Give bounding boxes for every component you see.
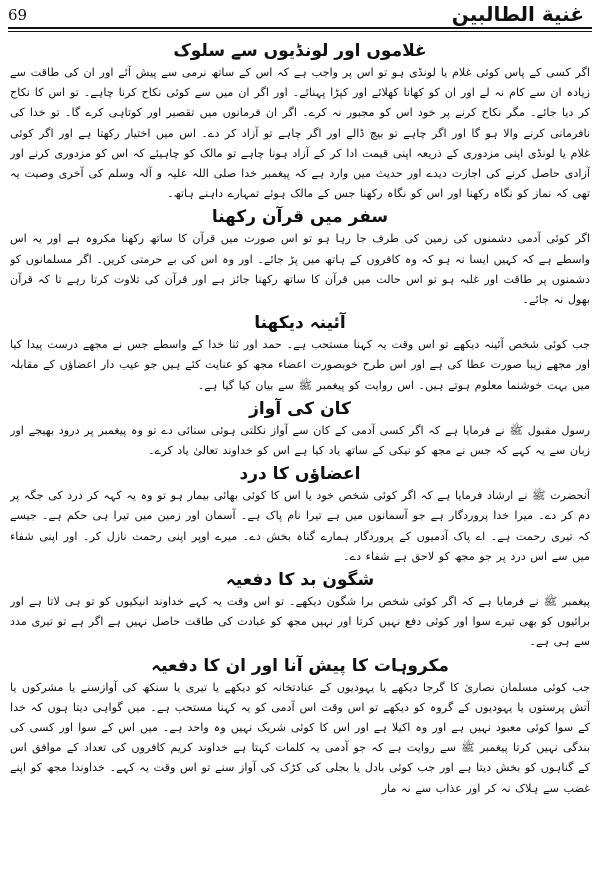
section-disliked-things [10, 655, 590, 799]
section-body: جب کوئی مسلمان نصاریٰ کا گرجا دیکھے یا یہودیوں کے عبادتخانہ کو دیکھے یا تیری یا سنکھ کی آوازسنے یا مشرکوں یا آتش پرستوں یا یہودیوں کے گروہ کو دیکھے تو اس وقت اس آدمی کو یہ کہنا مستحب ہے۔ میں گواہی دیتا ہوں کہ خدا کے سوا کوئی معبود نہیں ہے اور وہ اکیلا ہے اور اس کا کوئی شریک نہیں وہ واحد ہے۔ میں اس کے سوا اور کسی کی بندگی نہیں کرتا پیغمبر ﷺ سے روایت ہے کہ جو آدمی یہ کلمات کہتا ہے خداوند کریم کافروں کی تعداد کے موافق اس کے گناہوں کو بخش دیتا ہے اور جب کوئی بادل یا بجلی کی کڑک کی آواز سنے تو اس وقت یہ کہے۔ خداوندا مجھ کو اپنے غضب سے ہلاک نہ کر اور عذاب سے نہ مار [10, 680, 590, 795]
section-heading: مکروہات کا پیش آنا اور ان کا دفعیہ [151, 655, 449, 676]
section-heading: غلاموں اور لونڈیوں سے سلوک [173, 41, 427, 61]
section-heading: شگون بد کا دفعیہ [225, 570, 375, 591]
section-body: اگر کسی کے پاس کوئی غلام یا لونڈی ہو تو اس پر واجب ہے کہ اس کے ساتھ نرمی سے پیش آئے اور ان کی طاقت سے زیادہ ان سے کام نہ لے اور ان کو کھانا کھلائے اور کپڑا پہنائے۔ اور اگر ان میں سے کوئی نکاح کرنا چاہے۔ تو اس کا نکاح کر دیا جائے۔ مگر نکاح کرنے پر خود اس کو مجبور نہ کرے۔ اگر ان فرمانوں میں تقصیر اور کوتاہی کرے گا۔ تو خدا کی نافرمانی کرنے والا ہو گا اور اگر چاہے تو بیچ ڈالے اور اگر چاہے تو آزاد کر دے۔ اس میں اختیار رکھتا ہے اور اگر کوئی غلام یا لونڈی اپنی مزدوری کے ذریعہ اپنی قیمت ادا کر کے آزاد ہونا چاہے تو مالک کو چاہیئے کہ اس کو مزدوری کرنے اور آزادی حاصل کرنے کی اجازت دیدے اور حدیث میں وارد ہے کہ پیغمبر خدا صلی اللہ علیہ و آلہ وسلم کی آخری وصیت یہ تھی کہ نماز کو نگاہ رکھنا اور اس کو نگاہ رکھنا جس کے مالک ہوئے تمہارے داہنے ہاتھ۔ [10, 66, 590, 201]
section-mirror [10, 312, 590, 396]
section-ear-sound [10, 398, 590, 461]
section-heading: آئینہ دیکھنا [254, 313, 346, 334]
section-heading: اعضاؤں کا درد [239, 464, 361, 485]
section-body: پیغمبر ﷺ نے فرمایا ہے کہ اگر کوئی شخص برا شگون دیکھے۔ تو اس وقت یہ کہے خداوند انیکیوں کو تو ہی لاتا ہے اور برائیوں کو بھی تیرے سوا اور کوئی دفع نہیں کرتا اور نہیں مجھ کو عبادت کی طاقت حاصل نہیں ہے اگر ہے تو تیری مدد سے ہی ہے۔ [10, 595, 590, 649]
header-rule [8, 27, 592, 29]
header-rule-thin [8, 31, 592, 32]
section-quran-travel [10, 206, 590, 310]
book-title: غنية الطالبين [451, 2, 584, 26]
section-bad-omen [10, 569, 590, 653]
section-heading: کان کی آواز [249, 398, 351, 419]
page-header [0, 0, 600, 34]
section-slaves [10, 40, 590, 204]
section-body: آنحضرت ﷺ نے ارشاد فرمایا ہے کہ اگر کوئی شخص خود یا اس کا کوئی بھائی بیمار ہو تو وہ یہ کہہ کر درد کی جگہ پر دم کر دے۔ میرا خدا پروردگار ہے جو آسمانوں میں ہے تیرا نام پاک ہے۔ آسمان اور زمین میں تیرا ہی حکم ہے۔ جیسے کہ تیری رحمت ہے۔ اے پاک آدمیوں کے پروردگار ہمارے گناہ بخش دے۔ میرے اوپر اپنی رحمت نازل کر۔ اور اپنی شفاء میں سے اس درد پر جو مجھ کو لاحق ہے شفاء دے۔ [10, 489, 590, 563]
page-number: 69 [8, 6, 28, 24]
section-body-pain [10, 463, 590, 567]
section-heading: سفر میں قرآن رکھنا [211, 207, 389, 228]
section-body: رسول مقبول ﷺ نے فرمایا ہے کہ اگر کسی آدمی کے کان سے آواز نکلتی ہوئی سنائی دے تو وہ پیغمبر پر درود بھیجے اور زبان سے یہ کہے کہ جس نے مجھ کو نیکی کے ساتھ یاد کیا ہے اس کو خداوند تعالیٰ یاد کرے۔ [10, 423, 590, 458]
section-body: جب کوئی شخص آئینہ دیکھے تو اس وقت یہ کہنا مستحب ہے۔ حمد اور ثنا خدا کے واسطے جس نے مجھے درست پیدا کیا اور مجھے زیبا صورت عطا کی ہے اور اس طرح خوبصورت اعضاء مجھ کو عنایت کئے ہیں جو عیب دار اعضاؤں کے مقابلہ میں بہت خوشنما معلوم ہوتے ہیں۔ اس روایت کو پیغمبر ﷺ سے بیان کیا گیا ہے۔ [10, 338, 590, 392]
page-content [10, 38, 590, 867]
section-body: اگر کوئی آدمی دشمنوں کی زمین کی طرف جا رہا ہو تو اس صورت میں قرآن کا ساتھ رکھنا مکروہ ہے اور یہ اس واسطے ہے کہ کہیں ایسا نہ ہو کہ وہ کافروں کے ہاتھ میں پڑ جائے۔ اور وہ اس کی بے حرمتی کریں۔ اگر مسلمانوں کو دشمنوں پر طاقت اور غلبہ ہو تو اس حالت میں قرآن کا ساتھ رکھنا جائز ہے اور قرآن کی تلاوت کرتا رہے تا کہ قرآن بھول نہ جائے۔ [10, 232, 590, 307]
